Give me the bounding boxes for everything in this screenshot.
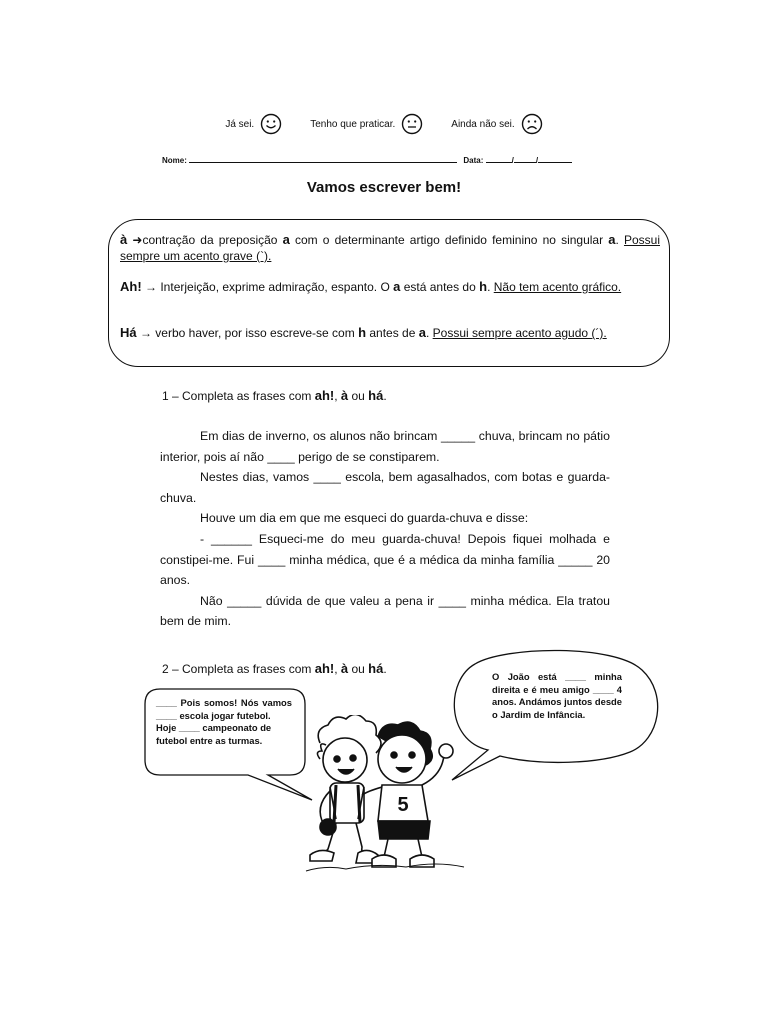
evaluation-label: Ainda não sei.	[451, 118, 515, 130]
bubble-line: ____ Pois somos! Nós vamos ____ escola jogar futebol.	[156, 697, 292, 721]
shirt-number: 5	[397, 794, 409, 816]
name-date-line: Nome: Data: / /	[162, 154, 602, 165]
exercise-title-text: ou	[348, 662, 369, 676]
exercise-word: à	[340, 661, 349, 676]
rule-note: Possui sempre um acento grave (`).	[120, 233, 660, 263]
rule-letter: a	[608, 232, 616, 247]
child-left	[310, 715, 381, 863]
exercise-word: à	[340, 388, 349, 403]
rule-word: Ah!	[120, 279, 142, 294]
exercise-title-text: 1 – Completa as frases com	[162, 389, 315, 403]
evaluation-label: Tenho que praticar.	[310, 118, 396, 130]
arrow-right-icon: →	[145, 280, 158, 294]
rule-word: Há	[120, 325, 137, 340]
arrow-right-icon: ➜	[132, 233, 143, 247]
rule-letter: a	[393, 279, 401, 294]
children-illustration	[300, 715, 470, 875]
exercise-paragraph: Nestes dias, vamos ____ escola, bem agasalhados, com botas e guarda-chuva.	[160, 470, 610, 505]
rule-text: está antes do	[400, 280, 480, 294]
arrow-right-icon: →	[139, 326, 152, 340]
exercise-paragraph: Não _____ dúvida de que valeu a pena ir ____ minha médica. Ela tratou bem de mim.	[160, 593, 610, 629]
exercise-title-text: ,	[334, 662, 341, 676]
exercise-paragraph: - ______ Esqueci-me do meu guarda-chuva! Depois fiquei molhada e constipei-me. Fui ____ minha médica, que é a médica da minha família _____ 20 anos.	[160, 531, 610, 588]
evaluation-label: Já sei.	[225, 118, 255, 130]
rule-text: .	[425, 326, 433, 340]
rule-text: .	[487, 280, 494, 294]
exercise-paragraph: Em dias de inverno, os alunos não brincam _____ chuva, brincam no pátio interior, pois aí não ____ perigo de se constiparem.	[160, 429, 610, 464]
rule-letter: a	[282, 232, 290, 247]
date-label: Data:	[463, 156, 484, 165]
exercise-title-text: 2 – Completa as frases com	[162, 662, 315, 676]
rule-text: com o determinante artigo definido feminino no singular	[289, 233, 609, 247]
rule-word: à	[120, 232, 128, 247]
exercise-title-text: .	[383, 662, 387, 676]
rule-note: Possui sempre acento agudo (´).	[432, 326, 607, 340]
rule-letter: a	[418, 325, 426, 340]
exercise-word: há	[368, 388, 384, 403]
rule-text: verbo haver, por isso escreve-se com	[151, 326, 359, 340]
exercise-word: ah!	[314, 388, 335, 403]
exercise-paragraph: Houve um dia em que me esqueci do guarda-chuva e disse:	[200, 511, 529, 526]
rule-letter: h	[358, 325, 367, 340]
exercise-word: ah!	[314, 661, 335, 676]
speech-bubble-left-text	[156, 697, 292, 747]
rule-note: Não tem acento gráfico.	[493, 280, 622, 294]
exercise-title-text: .	[383, 389, 387, 403]
rule-text: antes de	[366, 326, 419, 340]
exercise-word: há	[368, 661, 384, 676]
rule-letter: h	[479, 279, 488, 294]
speech-bubble-right-text: O João está ____ minha direita e é meu amigo ____ 4 anos. Andámos juntos desde o Jardim de Infância.	[492, 671, 622, 720]
name-label: Nome:	[162, 156, 187, 165]
rule-text: contração da preposição	[142, 233, 283, 247]
exercise-title-text: ou	[348, 389, 369, 403]
rule-text: Interjeição, exprime admiração, espanto. O	[157, 280, 394, 294]
bubble-line: Hoje ____ campeonato de futebol entre as turmas.	[156, 722, 272, 746]
page-title: Vamos escrever bem!	[306, 179, 462, 196]
rule-text: .	[615, 233, 624, 247]
exercise-title-text: ,	[334, 389, 341, 403]
